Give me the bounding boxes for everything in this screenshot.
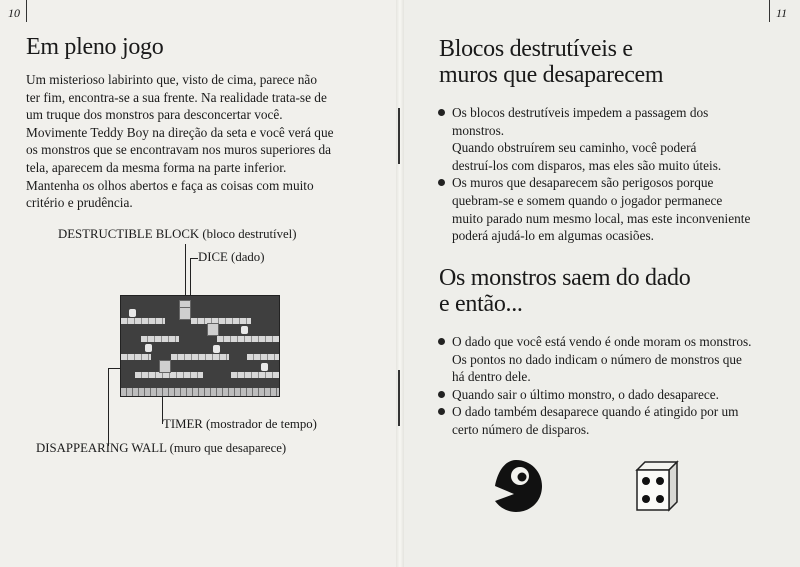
wall-brick bbox=[141, 336, 179, 342]
monster-sprite bbox=[241, 326, 248, 334]
intro-line: critério e prudência. bbox=[26, 195, 133, 211]
monsters-bullet-list bbox=[436, 333, 792, 439]
intro-line: um truque dos monstros para desconcertar você. bbox=[26, 107, 283, 123]
intro-line: tela, aparecem da mesma forma na parte inferior. bbox=[26, 159, 287, 175]
label-destructible-block: DESTRUCTIBLE BLOCK (bloco destrutível) bbox=[58, 227, 297, 241]
bullet-line: muito parado num mesmo local, mas este inconveniente bbox=[452, 210, 751, 226]
wall-brick bbox=[121, 318, 165, 324]
monster-icon bbox=[486, 456, 548, 516]
label-timer: TIMER (mostrador de tempo) bbox=[163, 417, 317, 431]
dice-icon bbox=[629, 458, 681, 514]
leader-line-block bbox=[185, 244, 186, 299]
bullet-line: há dentro dele. bbox=[452, 369, 531, 385]
staple bbox=[398, 370, 400, 426]
list-item bbox=[436, 403, 792, 438]
bullet-line: O dado também desaparece quando é atingido por um bbox=[452, 404, 739, 420]
page-title-left: Em pleno jogo bbox=[26, 34, 164, 60]
wall-brick bbox=[247, 354, 279, 360]
bullet-icon bbox=[438, 109, 445, 116]
section-title-monsters bbox=[439, 265, 690, 317]
bullet-line: Os pontos no dado indicam o número de monstros que bbox=[452, 351, 742, 367]
intro-line: Um misterioso labirinto que, visto de cima, parece não bbox=[26, 72, 317, 87]
intro-line: ter fim, encontra-se a sua frente. Na realidade trata-se de bbox=[26, 89, 327, 105]
bullet-line: Quando obstruírem seu caminho, você poderá bbox=[452, 140, 697, 156]
page-number-rule-left bbox=[26, 0, 27, 22]
monster-sprite bbox=[261, 363, 268, 371]
intro-paragraph bbox=[26, 71, 396, 212]
wall-brick bbox=[231, 372, 279, 378]
wall-brick bbox=[217, 336, 279, 342]
bullet-line: monstros. bbox=[452, 122, 505, 138]
timer-bar bbox=[121, 388, 279, 396]
bullet-line: Os blocos destrutíveis impedem a passagem dos bbox=[452, 105, 709, 120]
bullet-line: quebram-se e somem quando o jogador permanece bbox=[452, 192, 723, 208]
leader-line-wall bbox=[108, 368, 109, 446]
blocks-bullet-list bbox=[436, 104, 792, 245]
wall-brick bbox=[171, 354, 229, 360]
intro-line: Mantenha os olhos abertos e faça as coisas com muito bbox=[26, 177, 314, 193]
leader-line-dice-h bbox=[190, 258, 198, 259]
staple bbox=[398, 108, 400, 164]
bullet-icon bbox=[438, 338, 445, 345]
section-title-line: Os monstros saem do dado bbox=[439, 265, 691, 291]
page-number-left: 10 bbox=[8, 6, 20, 20]
intro-line: Movimente Teddy Boy na direção da seta e você verá que bbox=[26, 124, 334, 140]
label-dice: DICE (dado) bbox=[198, 250, 265, 264]
wall-brick bbox=[121, 354, 151, 360]
bullet-line: Quando sair o último monstro, o dado desaparece. bbox=[452, 386, 719, 402]
section-title-line: e então... bbox=[439, 291, 523, 317]
label-disappearing-wall: DISAPPEARING WALL (muro que desaparece) bbox=[36, 441, 287, 455]
bullet-line: poderá ajudá-lo em algumas ocasiões. bbox=[452, 228, 654, 244]
list-item bbox=[436, 386, 792, 404]
list-item bbox=[436, 104, 792, 174]
dice-block bbox=[207, 323, 219, 336]
monster-sprite bbox=[213, 345, 220, 353]
bullet-icon bbox=[438, 179, 445, 186]
section-title-line: Blocos destrutíveis e bbox=[439, 36, 633, 62]
destructible-block bbox=[159, 360, 171, 373]
bullet-line: destruí-los com disparos, mas eles são muito úteis. bbox=[452, 157, 722, 173]
bullet-icon bbox=[438, 391, 445, 398]
teddy-boy-sprite bbox=[145, 344, 152, 352]
page-number-right: 11 bbox=[776, 6, 788, 20]
bullet-line: certo número de disparos. bbox=[452, 421, 590, 437]
bullet-line: O dado que você está vendo é onde moram os monstros. bbox=[452, 334, 752, 349]
wall-brick bbox=[191, 318, 251, 324]
monster-sprite bbox=[129, 309, 136, 317]
game-screenshot bbox=[120, 295, 280, 397]
bullet-icon bbox=[438, 408, 445, 415]
book-gutter bbox=[396, 0, 404, 567]
bullet-line: Os muros que desaparecem são perigosos porque bbox=[452, 175, 714, 191]
section-title-blocks bbox=[439, 36, 663, 88]
section-title-line: muros que desaparecem bbox=[439, 62, 664, 88]
list-item bbox=[436, 333, 792, 386]
intro-line: os monstros que se encontravam nos muros superiores da bbox=[26, 142, 332, 158]
page-number-rule-right bbox=[769, 0, 770, 22]
destructible-block bbox=[179, 307, 191, 320]
list-item bbox=[436, 174, 792, 244]
